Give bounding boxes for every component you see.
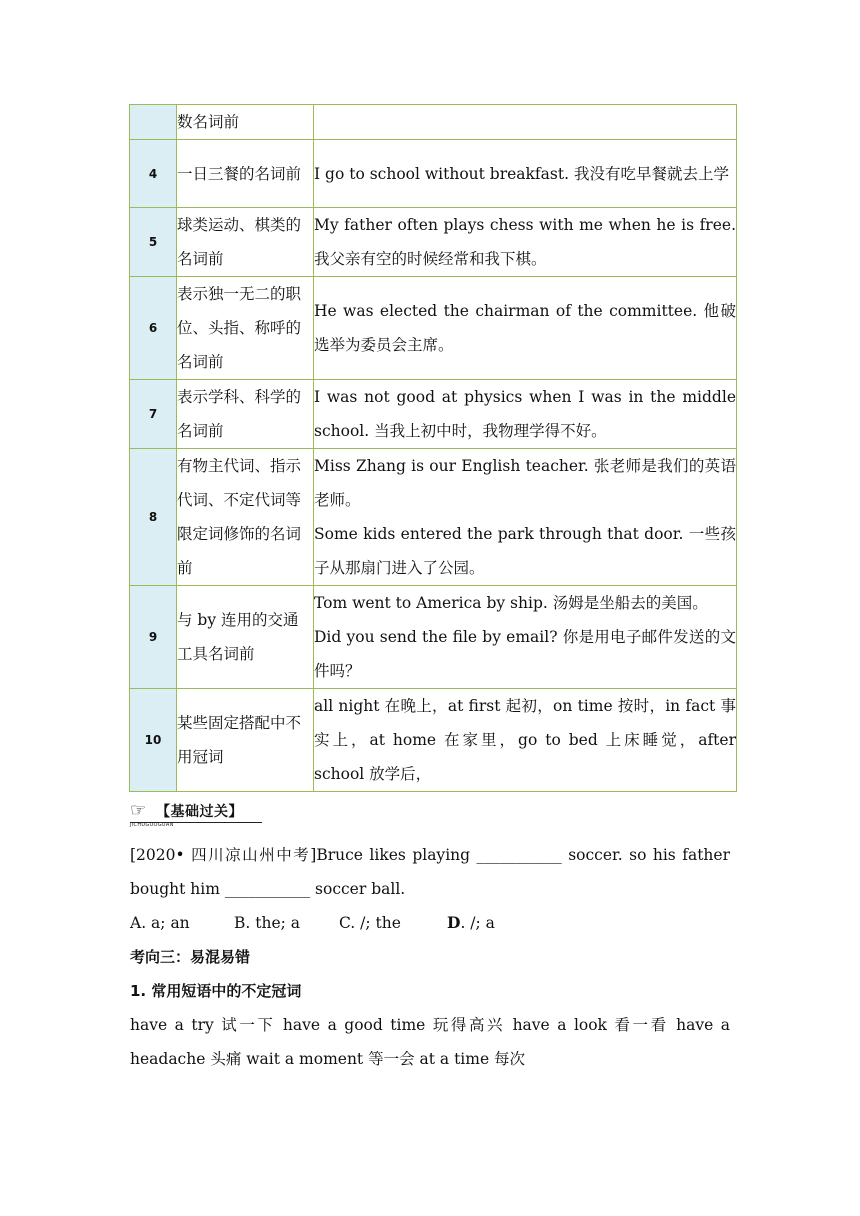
row-number: 6 <box>130 277 177 380</box>
row-condition: 有物主代词、指示代词、不定代词等限定词修饰的名词前 <box>177 449 314 586</box>
exercise-question: [2020• 四川凉山州中考]Bruce likes playing ___________ soccer. so his father bought him ___________ soccer ball. <box>130 846 730 898</box>
row-condition: 球类运动、棋类的名词前 <box>177 208 314 277</box>
row-condition: 数名词前 <box>177 105 314 140</box>
row-examples <box>314 380 737 449</box>
table-row <box>130 105 737 140</box>
answer-text: . /; a <box>460 914 495 932</box>
option-a: A. a; an <box>130 914 190 932</box>
row-condition: 一日三餐的名词前 <box>177 140 314 208</box>
row-examples <box>314 586 737 689</box>
row-condition: 某些固定搭配中不用冠词 <box>177 689 314 792</box>
section-subheading: 1. 常用短语中的不定冠词 <box>130 982 302 1000</box>
row-condition: 与 by 连用的交通工具名词前 <box>177 586 314 689</box>
option-b: B. the; a <box>234 914 301 932</box>
article-rules-table <box>129 104 737 792</box>
answer-letter: D <box>447 913 461 932</box>
row-number: 8 <box>130 449 177 586</box>
row-number: 9 <box>130 586 177 689</box>
table-row <box>130 449 737 586</box>
row-number <box>130 105 177 140</box>
row-condition: 表示学科、科学的名词前 <box>177 380 314 449</box>
example-sentence: He was elected the chairman of the committee. 他破选举为委员会主席。 <box>314 302 736 354</box>
option-c: C. /; the <box>339 914 401 932</box>
row-number: 10 <box>130 689 177 792</box>
row-examples <box>314 277 737 380</box>
row-number: 5 <box>130 208 177 277</box>
row-examples <box>314 140 737 208</box>
row-condition: 表示独一无二的职位、头指、称呼的名词前 <box>177 277 314 380</box>
row-number: 7 <box>130 380 177 449</box>
example-sentence: I was not good at physics when I was in the middle school. 当我上初中时，我物理学得不好。 <box>314 388 736 440</box>
table-row <box>130 586 737 689</box>
example-sentence: Miss Zhang is our English teacher. 张老师是我们的英语老师。 <box>314 457 736 509</box>
section-heading: 考向三：易混易错 <box>130 948 251 966</box>
example-sentence: Did you send the file by email? 你是用电子邮件发送的文件吗？ <box>314 628 736 680</box>
exercise-options <box>130 906 730 940</box>
banner-label: 【基础过关】 <box>156 804 243 820</box>
example-sentence: My father often plays chess with me when he is free. 我父亲有空的时候经常和我下棋。 <box>314 216 736 268</box>
row-examples <box>314 105 737 140</box>
basic-practice-banner <box>130 800 264 828</box>
table-row <box>130 689 737 792</box>
example-sentence: all night 在晚上，at first 起初，on time 按时，in fact 事实上，at home 在家里，go to bed 上床睡觉，after school 放学后， <box>314 697 736 783</box>
table-row <box>130 277 737 380</box>
pointing-hand-icon: ☞ <box>130 800 147 821</box>
row-examples <box>314 689 737 792</box>
rules-table-body <box>130 105 737 792</box>
phrase-list: have a try 试一下 have a good time 玩得高兴 have a look 看一看 have a headache 头痛 wait a moment 等一会 at a time 每次 <box>130 1016 730 1068</box>
example-sentence: Tom went to America by ship. 汤姆是坐船去的美国。 <box>314 594 708 612</box>
option-d <box>447 906 495 940</box>
example-sentence: Some kids entered the park through that door. 一些孩子从那扇门进入了公园。 <box>314 525 736 577</box>
row-examples <box>314 449 737 586</box>
row-number: 4 <box>130 140 177 208</box>
table-row <box>130 208 737 277</box>
row-examples <box>314 208 737 277</box>
example-sentence: I go to school without breakfast. 我没有吃早餐就去上学 <box>314 164 729 183</box>
table-row <box>130 380 737 449</box>
banner-pinyin: JICHUGUOGUAN <box>130 822 174 828</box>
table-row <box>130 140 737 208</box>
